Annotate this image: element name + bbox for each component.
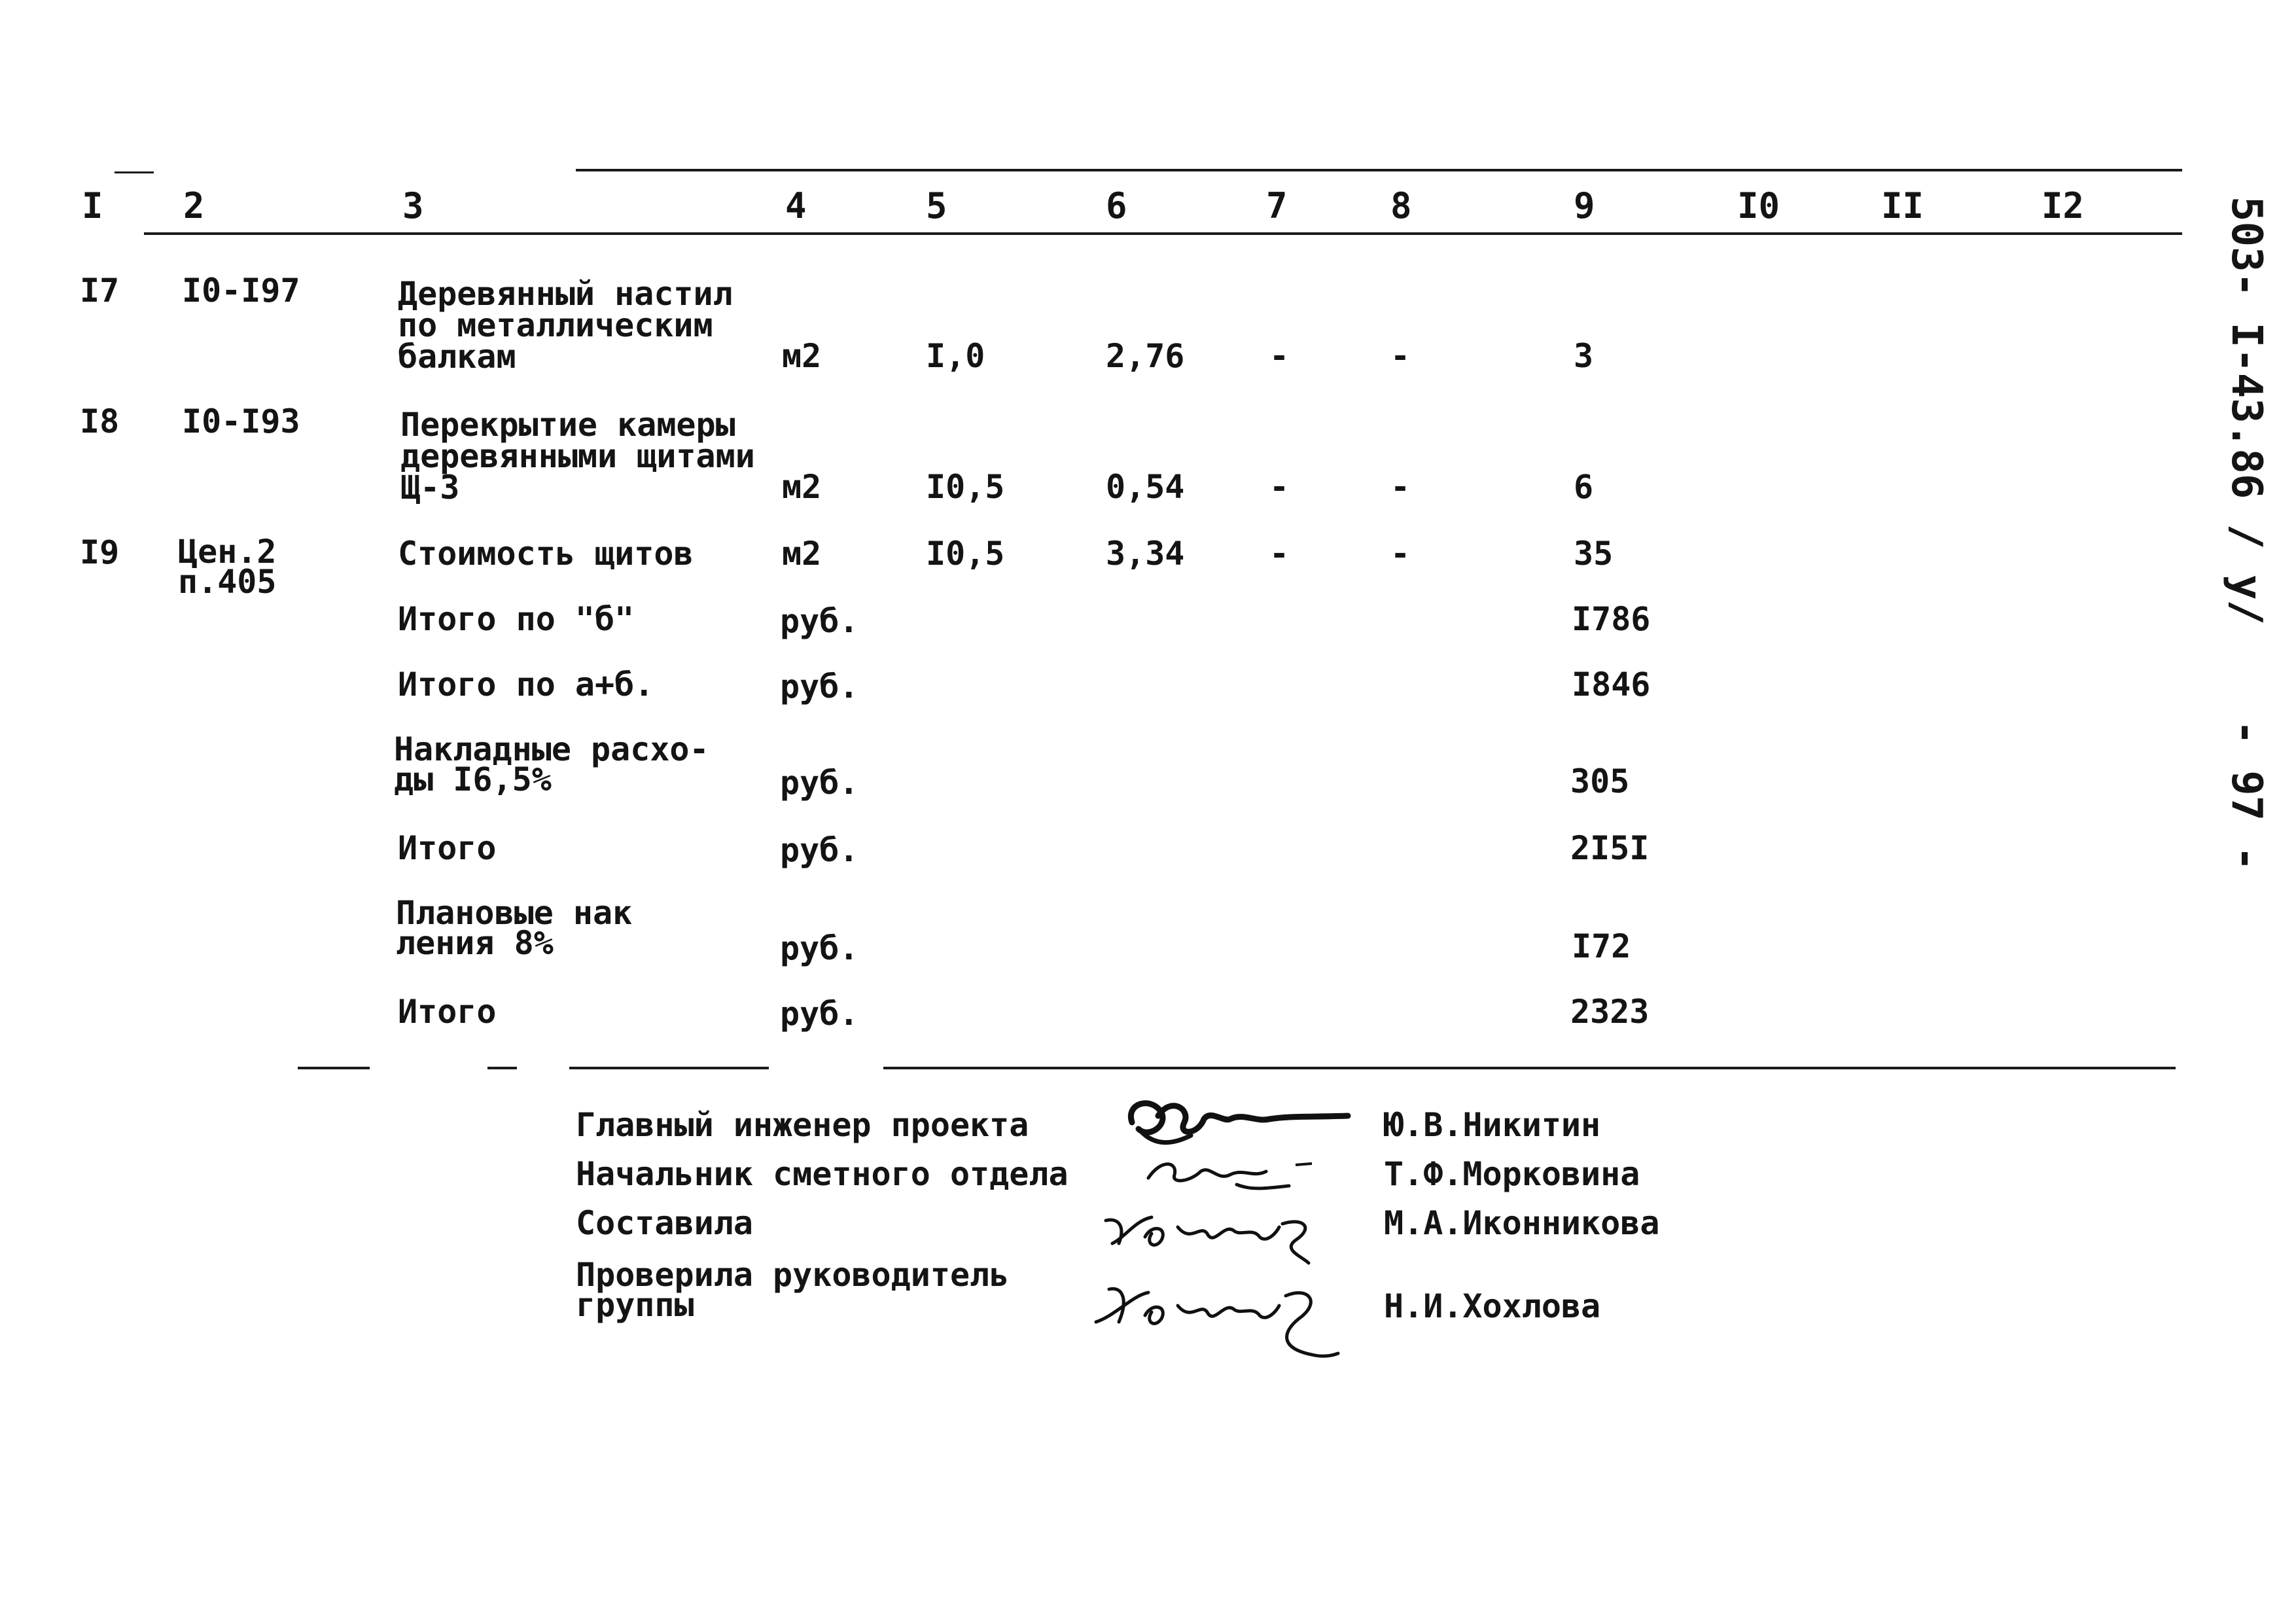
row-total: 35 (1574, 535, 1614, 573)
header-col-5: 5 (926, 185, 947, 226)
header-col-9: 9 (1574, 185, 1595, 226)
row-col7: - (1269, 468, 1290, 506)
page-number: - 97 - (2222, 720, 2270, 872)
header-col-1: I (82, 185, 103, 226)
header-col-2: 2 (183, 185, 205, 226)
signature-role: Составила (576, 1204, 753, 1242)
summary-unit: руб. (780, 995, 859, 1033)
summary-total: 2323 (1570, 993, 1650, 1031)
summary-unit: руб. (780, 668, 859, 705)
row-price: 0,54 (1106, 468, 1185, 506)
summary-total: I72 (1572, 927, 1631, 965)
row-description: Деревянный настил по металлическим балкам (398, 275, 733, 376)
row-total: 3 (1574, 337, 1594, 375)
summary-label: Итого по а+б. (398, 666, 654, 704)
header-col-4: 4 (785, 185, 807, 226)
row-description: Стоимость щитов (398, 535, 694, 573)
header-col-6: 6 (1106, 185, 1127, 226)
top-rule-left (115, 171, 154, 173)
summary-unit: руб. (780, 602, 859, 640)
row-number: I8 (80, 402, 120, 440)
summary-unit: руб. (780, 764, 859, 802)
row-unit: м2 (782, 535, 822, 573)
signature-name: Н.И.Хохлова (1384, 1287, 1601, 1325)
row-col8: - (1390, 535, 1411, 573)
handwritten-signature (1093, 1198, 1354, 1276)
row-number: I7 (80, 272, 120, 310)
handwritten-signature (1083, 1270, 1358, 1374)
signature-name: Ю.В.Никитин (1384, 1106, 1601, 1144)
row-code: I0-I97 (182, 272, 300, 310)
row-col7: - (1269, 337, 1290, 375)
signature-role: Главный инженер проекта (576, 1106, 1029, 1144)
signature-name: Т.Ф.Морковина (1384, 1155, 1640, 1193)
row-unit: м2 (782, 468, 822, 506)
summary-total: I786 (1572, 600, 1651, 638)
summary-unit: руб. (780, 929, 859, 967)
summary-total: 2I5I (1570, 829, 1650, 867)
row-number: I9 (80, 533, 120, 571)
handwritten-signature (1112, 1083, 1374, 1155)
row-code: I0-I93 (182, 402, 300, 440)
row-col7: - (1269, 535, 1290, 573)
handwritten-signature (1139, 1145, 1335, 1198)
signature-role: Проверила руководитель группы (576, 1256, 1010, 1324)
summary-label: Итого по "б" (398, 600, 635, 638)
row-price: 2,76 (1106, 337, 1185, 375)
row-total: 6 (1574, 468, 1594, 506)
row-description: Перекрытие камеры деревянными щитами Щ-3 (400, 406, 755, 507)
header-col-3: 3 (402, 185, 424, 226)
top-rule (576, 169, 2182, 171)
summary-label: Итого (398, 829, 497, 867)
row-code: Цен.2 п.405 (178, 533, 277, 601)
header-col-12: I2 (2041, 185, 2085, 226)
row-col8: - (1390, 337, 1411, 375)
header-col-7: 7 (1266, 185, 1288, 226)
summary-label: Накладные расхо- ды I6,5% (394, 730, 709, 798)
summary-total: I846 (1572, 666, 1651, 704)
summary-label: Итого (398, 993, 497, 1031)
row-price: 3,34 (1106, 535, 1185, 573)
summary-total: 305 (1570, 762, 1630, 800)
signature-name: М.А.Иконникова (1384, 1204, 1660, 1242)
header-col-11: II (1881, 185, 1924, 226)
header-rule (144, 232, 2182, 235)
row-col8: - (1390, 468, 1411, 506)
header-col-10: I0 (1737, 185, 1780, 226)
signature-role: Начальник сметного отдела (576, 1155, 1069, 1193)
row-unit: м2 (782, 337, 822, 375)
row-quantity: I0,5 (926, 468, 1005, 506)
row-quantity: I,0 (926, 337, 985, 375)
summary-label: Плановые нак ления 8% (396, 894, 633, 962)
row-quantity: I0,5 (926, 535, 1005, 573)
document-code: 503- I-43.86 / у/ (2222, 196, 2270, 626)
summary-unit: руб. (780, 831, 859, 869)
header-col-8: 8 (1390, 185, 1412, 226)
